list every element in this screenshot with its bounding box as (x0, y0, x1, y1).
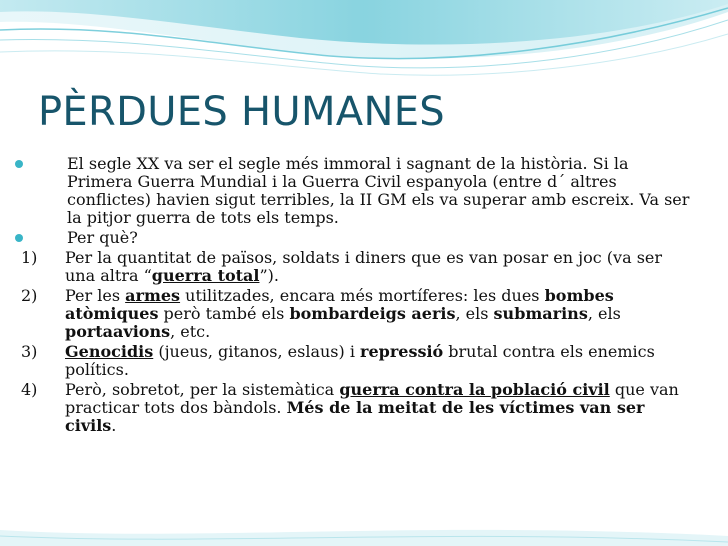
highlight-victimes: Més de la meitat de les víctimes van ser civils (65, 398, 645, 435)
item-text: , els (455, 304, 494, 323)
item-number: 2) (21, 286, 38, 305)
item-text: Però, sobretot, per la sistemàtica (65, 380, 340, 399)
list-item-2 (21, 286, 696, 341)
item-text: que van practicar tots dos bàndols. (65, 380, 679, 417)
item-text: utilitzades, encara més mortíferes: les dues (180, 286, 545, 305)
list-item-4 (21, 380, 696, 435)
item-text: Per les (65, 286, 126, 305)
item-text: , etc. (170, 322, 211, 341)
item-text: Per la quantitat de països, soldats i diners que es van posar en joc (va ser una altra “ (65, 248, 663, 285)
bullet-intro (44, 155, 696, 227)
item-text: ”). (259, 266, 279, 285)
item-text: . (111, 416, 117, 435)
list-item-1 (21, 248, 696, 285)
highlight-bombes: bombes atòmiques (65, 286, 614, 323)
highlight-genocidis: Genocidis (65, 342, 154, 361)
item-text: , els (587, 304, 621, 323)
item-number: 1) (21, 248, 38, 267)
bullet-question (44, 229, 696, 247)
highlight-armes: armes (125, 286, 181, 305)
highlight-bombardeigs: bombardeigs aeris (289, 304, 456, 323)
highlight-repressio: repressió (360, 342, 444, 361)
item-text: però també els (158, 304, 290, 323)
bullet-intro-text: El segle XX va ser el segle més immoral i sagnant de la història. Si la Primera Guerra Mundial i la Guerra Civil espanyola (entre d´ altres conflictes) havien sigut terribles, la II GM els va superar amb escreix. Va ser la pitjor guerra de tots els temps. (67, 154, 690, 227)
highlight-guerra-total: guerra total (151, 266, 260, 285)
item-number: 4) (21, 380, 38, 399)
highlight-guerra-civil: guerra contra la població civil (339, 380, 610, 399)
highlight-submarins: submarins (493, 304, 588, 323)
slide-content (21, 154, 696, 437)
item-text: brutal contra els enemics polítics. (65, 342, 655, 379)
bullet-dot-icon (15, 234, 23, 242)
item-number: 3) (21, 342, 38, 361)
bullet-question-text: Per què? (67, 228, 138, 247)
item-text: (jueus, gitanos, eslaus) i (153, 342, 361, 361)
highlight-portaavions: portaavions (65, 322, 171, 341)
slide-title: PÈRDUES HUMANES (38, 89, 445, 135)
bullet-dot-icon (15, 160, 23, 168)
list-item-3 (21, 342, 696, 379)
